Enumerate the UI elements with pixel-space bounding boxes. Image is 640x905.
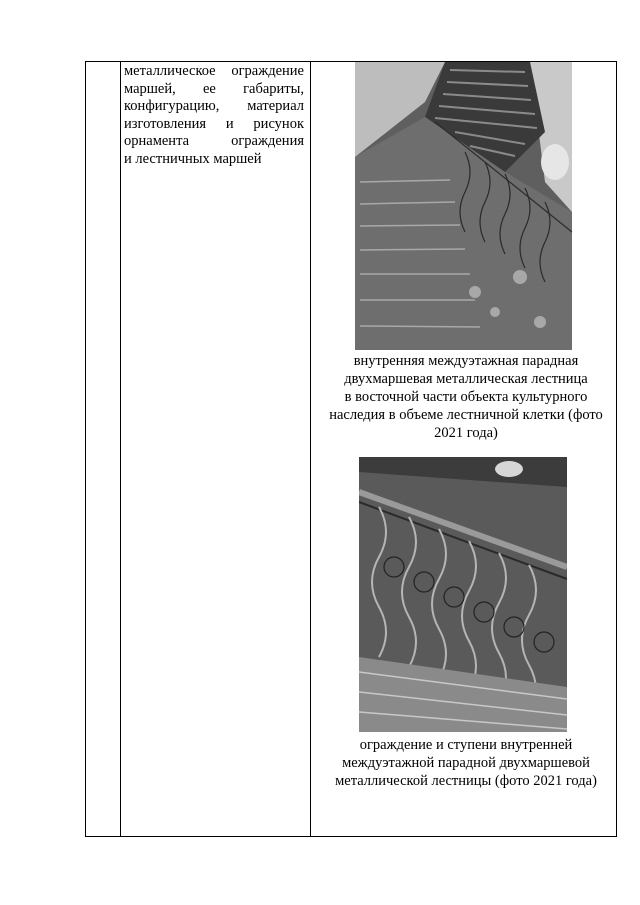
- caption-line: внутренняя междуэтажная парадная: [353, 353, 579, 369]
- staircase-photo-caption: [316, 352, 616, 442]
- railing-photo: [359, 457, 567, 732]
- column-divider-number: [120, 62, 121, 836]
- caption-line: междуэтажной парадной двухмаршевой: [342, 755, 590, 771]
- description-line: и лестничных маршей: [124, 150, 262, 167]
- caption-line: металлической лестницы (фото 2021 года): [335, 773, 597, 789]
- railing-photo-caption: [316, 736, 616, 790]
- caption-line: 2021 года): [434, 425, 498, 441]
- caption-line: двухмаршевая металлическая лестница: [344, 371, 588, 387]
- description-line: орнамента ограждения: [124, 133, 304, 149]
- caption-line: в восточной части объекта культурного: [344, 389, 588, 405]
- description-line: маршей, ее габариты,: [124, 80, 304, 97]
- column-divider-photos: [310, 62, 311, 836]
- staircase-photo: [355, 62, 572, 350]
- caption-line: наследия в объеме лестничной клетки (фото: [329, 407, 603, 423]
- description-line: изготовления и рисунок: [124, 115, 304, 132]
- description-line: конфигурацию, материал: [124, 98, 304, 114]
- description-line: металлическое ограждение: [124, 63, 304, 79]
- description-cell: [124, 63, 304, 168]
- caption-line: ограждение и ступени внутренней: [359, 737, 573, 753]
